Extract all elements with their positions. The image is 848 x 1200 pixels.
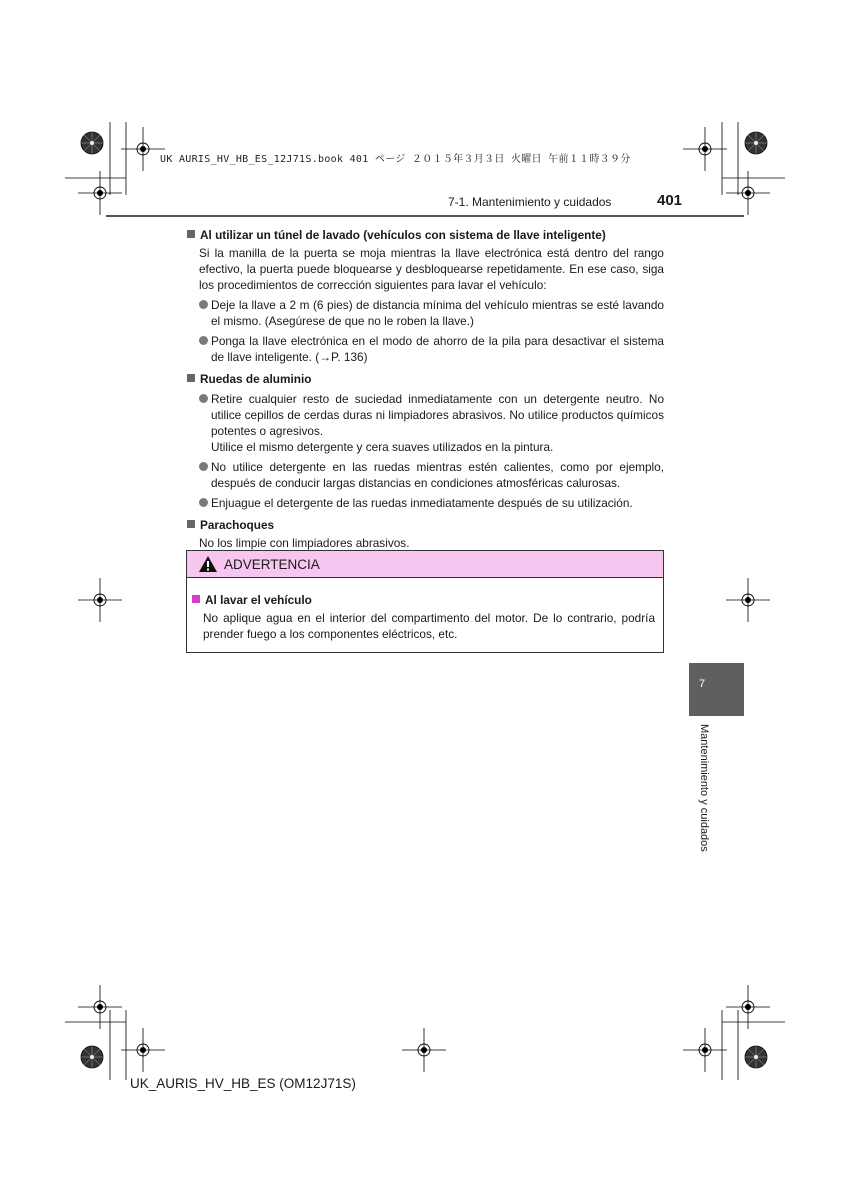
print-header: UK AURIS_HV_HB_ES_12J71S.book 401 ページ ２０１５年３月３日 火曜日 午前１１時３９分 <box>160 154 631 165</box>
paragraph: Si la manilla de la puerta se moja mientras la llave electrónica está dentro del rango efectivo, la puerta puede bloquearse y desbloquearse repetidamente. En ese caso, siga los procedimientos de corrección siguientes para lavar el vehículo: <box>199 246 664 292</box>
square-bullet-icon <box>187 374 195 382</box>
bullet-icon <box>199 462 208 471</box>
list-item: Deje la llave a 2 m (6 pies) de distancia mínima del vehículo mientras se esté lavando el mismo. (Asegúrese de que no le roben la llave.) <box>186 297 664 329</box>
bullet-icon <box>199 498 208 507</box>
warning-triangle-icon <box>199 556 217 572</box>
square-bullet-icon <box>187 230 195 238</box>
heading-text: Al utilizar un túnel de lavado (vehículos con sistema de llave inteligente) <box>200 228 606 242</box>
warning-box <box>186 550 664 653</box>
page-number: 401 <box>657 192 683 209</box>
chapter-tab <box>689 663 744 716</box>
heading-text: Ruedas de aluminio <box>200 372 312 386</box>
chapter-label: Mantenimiento y cuidados <box>698 724 710 852</box>
list-item: Enjuague el detergente de las ruedas inmediatamente después de su utilización. <box>186 495 664 511</box>
section-title: 7-1. Mantenimiento y cuidados <box>448 195 612 209</box>
warning-header <box>187 551 663 578</box>
square-bullet-icon <box>192 595 200 603</box>
list-item: Retire cualquier resto de suciedad inmediatamente con un detergente neutro. No utilice cepillos de cerdas duras ni limpiadores abrasivos. No utilice productos químicos potentes o agresivos. Utilice el mismo detergente y cera suaves utilizados en la pintura. <box>186 391 664 455</box>
chapter-number: 7 <box>699 678 706 690</box>
list-item: No utilice detergente en las ruedas mientras estén calientes, como por ejemplo, después de conducir largas distancias en condiciones atmosféricas calurosas. <box>186 459 664 491</box>
footer-code: UK_AURIS_HV_HB_ES (OM12J71S) <box>130 1076 356 1091</box>
heading-text: Parachoques <box>200 518 275 532</box>
paragraph: No los limpie con limpiadores abrasivos. <box>199 536 410 550</box>
main-content <box>186 225 664 551</box>
section-heading <box>186 371 664 387</box>
bullet-icon <box>199 336 208 345</box>
square-bullet-icon <box>187 520 195 528</box>
bullet-icon <box>199 394 208 403</box>
list-item: Ponga la llave electrónica en el modo de ahorro de la pila para desactivar el sistema de llave inteligente. (→P. 136) <box>186 333 664 365</box>
bullet-icon <box>199 300 208 309</box>
section-heading <box>186 517 664 533</box>
warning-body <box>187 578 663 642</box>
header-rule <box>106 215 744 217</box>
warning-heading: Al lavar el vehículo <box>191 592 655 608</box>
warning-label: ADVERTENCIA <box>224 556 320 572</box>
section-heading <box>186 227 664 243</box>
warning-text: No aplique agua en el interior del compartimento del motor. De lo contrario, podría prender fuego a los componentes eléctricos, etc. <box>203 611 655 641</box>
